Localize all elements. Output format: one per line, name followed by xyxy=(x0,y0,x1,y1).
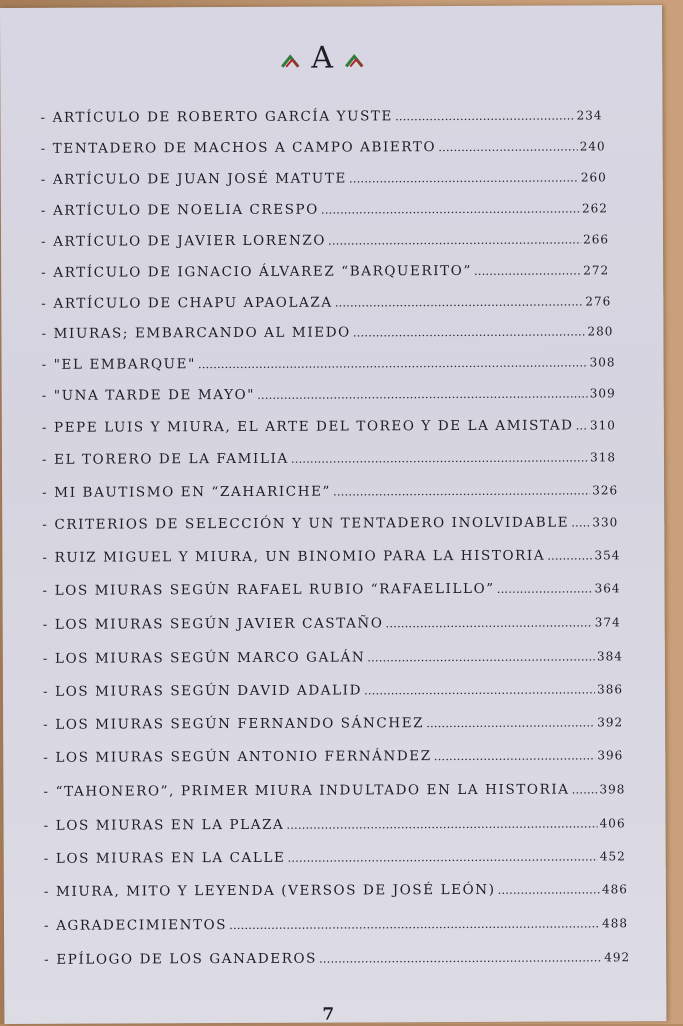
toc-entry-page: 364 xyxy=(594,581,621,596)
toc-entry-page: 396 xyxy=(597,748,624,763)
toc-dot-leader xyxy=(287,849,597,864)
toc-dash: - xyxy=(43,817,50,834)
toc-dot-leader xyxy=(572,782,598,796)
toc-entry xyxy=(41,231,609,255)
toc-dash: - xyxy=(43,883,51,900)
toc-dash: - xyxy=(43,716,50,733)
toc-dash: - xyxy=(42,582,49,599)
toc-dash: - xyxy=(40,140,47,157)
toc-entry-title: EPÍLOGO DE LOS GANADEROS xyxy=(56,950,318,968)
toc-dash: - xyxy=(40,202,48,219)
toc-entry xyxy=(42,514,618,539)
toc-entry-title: MIURAS; EMBARCANDO AL MIEDO xyxy=(53,324,351,342)
toc-entry-page: 276 xyxy=(585,294,612,309)
toc-entry-page: 310 xyxy=(589,418,616,433)
toc-dash: - xyxy=(41,356,48,373)
toc-entry xyxy=(43,648,623,673)
toc-entry xyxy=(42,449,616,474)
toc-entry xyxy=(42,385,616,410)
toc-entry-title: ARTÍCULO DE JAVIER LORENZO xyxy=(53,232,327,250)
toc-entry-page: 260 xyxy=(580,170,607,185)
toc-dash: - xyxy=(42,549,49,566)
toc-dash: - xyxy=(41,387,48,404)
toc-entry xyxy=(43,580,621,605)
toc-entry xyxy=(43,614,621,639)
toc-dash: - xyxy=(40,171,47,188)
toc-dot-leader xyxy=(286,816,597,831)
toc-entry-page: 492 xyxy=(604,950,631,965)
toc-entry-title: ARTÍCULO DE ROBERTO GARCÍA YUSTE xyxy=(52,108,393,126)
toc-entry-title: LOS MIURAS EN LA PLAZA xyxy=(55,816,285,834)
toc-dot-leader xyxy=(353,324,586,339)
toc-dot-leader xyxy=(547,548,592,562)
toc-dot-leader xyxy=(498,882,600,896)
toc-entry-title: MIURA, MITO Y LEYENDA (VERSOS DE JOSÉ LEÓN) xyxy=(55,881,496,900)
toc-entry-page: 266 xyxy=(583,232,610,247)
toc-dot-leader xyxy=(349,170,579,185)
toc-entry-title: LOS MIURAS SEGÚN JAVIER CASTAÑO xyxy=(54,615,384,633)
toc-dash: - xyxy=(43,783,50,800)
toc-dot-leader xyxy=(367,649,595,664)
toc-dash: - xyxy=(44,951,51,968)
toc-entry-title: ARTÍCULO DE IGNACIO ÁLVAREZ “BARQUERITO” xyxy=(53,262,472,281)
toc-dash: - xyxy=(42,683,50,700)
toc-entry-title: EL TORERO DE LA FAMILIA xyxy=(54,450,289,468)
toc-dash: - xyxy=(42,650,50,667)
toc-entry xyxy=(41,200,608,224)
toc-dash: - xyxy=(41,325,48,342)
toc-dot-leader xyxy=(385,615,592,630)
toc-entry xyxy=(41,169,607,193)
toc-entry xyxy=(40,107,602,131)
toc-entry-title: "UNA TARDE DE MAYO" xyxy=(53,386,256,404)
toc-dot-leader xyxy=(571,515,590,529)
toc-entry xyxy=(44,949,630,974)
toc-entry-page: 386 xyxy=(597,682,624,697)
toc-entry-page: 406 xyxy=(599,816,626,831)
toc-entry-page: 452 xyxy=(599,849,626,864)
toc-entry-page: 280 xyxy=(587,324,614,339)
toc-entry-page: 354 xyxy=(594,548,621,563)
toc-entry xyxy=(43,681,623,706)
toc-dash: - xyxy=(40,109,47,126)
toc-dash: - xyxy=(42,616,49,633)
toc-entry xyxy=(44,815,626,840)
toc-dot-leader xyxy=(335,294,584,309)
toc-dash: - xyxy=(41,295,48,312)
logo-letter: A xyxy=(311,40,334,76)
toc-entry xyxy=(44,915,628,940)
toc-dash: - xyxy=(42,484,49,501)
toc-entry xyxy=(41,138,606,162)
toc-dot-leader xyxy=(333,483,590,498)
toc-entry-title: TENTADERO DE MACHOS A CAMPO ABIERTO xyxy=(52,139,437,157)
toc-dot-leader xyxy=(291,450,588,465)
toc-dot-leader xyxy=(229,916,600,932)
toc-entry-title: "EL EMBARQUE" xyxy=(53,356,196,373)
toc-dash: - xyxy=(40,233,48,250)
toc-entry-page: 309 xyxy=(589,386,616,401)
toc-dot-leader xyxy=(198,355,588,371)
toc-entry-title: AGRADECIMIENTOS xyxy=(56,917,228,934)
toc-entry-page: 374 xyxy=(594,615,621,630)
toc-entry-page: 240 xyxy=(579,139,606,154)
toc-dash: - xyxy=(43,917,51,934)
toc-entry-page: 308 xyxy=(589,355,616,370)
toc-dot-leader xyxy=(321,201,580,216)
book-page xyxy=(0,5,666,1024)
toc-entry-page: 392 xyxy=(597,715,624,730)
toc-dash: - xyxy=(41,419,49,436)
toc-entry xyxy=(43,747,623,772)
toc-entry-title: RUIZ MIGUEL Y MIURA, UN BINOMIO PARA LA HISTORIA xyxy=(54,547,546,566)
toc-entry xyxy=(42,482,618,507)
toc-dot-leader xyxy=(576,418,588,432)
toc-entry-title: LOS MIURAS EN LA CALLE xyxy=(55,849,286,867)
toc-entry-page: 318 xyxy=(590,450,616,465)
toc-entry-title: “TAHONERO”, PRIMER MIURA INDULTADO EN LA HISTORIA xyxy=(55,781,570,800)
toc-entry-title: CRITERIOS DE SELECCIÓN Y UN TENTADERO INOLVIDABLE xyxy=(54,514,570,533)
toc-dot-leader xyxy=(319,950,602,965)
toc-dot-leader xyxy=(364,682,595,697)
toc-entry-page: 326 xyxy=(592,483,619,498)
toc-entry-title: ARTÍCULO DE JUAN JOSÉ MATUTE xyxy=(52,170,347,188)
toc-entry xyxy=(43,714,623,739)
toc-entry-page: 384 xyxy=(596,649,623,664)
page-number: 7 xyxy=(322,1004,335,1025)
toc-entry xyxy=(42,547,620,572)
toc-entry xyxy=(42,354,616,379)
toc-entry-page: 262 xyxy=(581,201,608,216)
toc-entry-page: 486 xyxy=(601,882,628,897)
table-of-contents xyxy=(0,5,666,1008)
toc-entry-title: LOS MIURAS SEGÚN FERNANDO SÁNCHEZ xyxy=(55,715,425,733)
toc-entry-title: MI BAUTISMO EN “ZAHARICHE” xyxy=(54,483,332,501)
toc-dot-leader xyxy=(328,232,581,247)
toc-dash: - xyxy=(43,749,50,766)
toc-entry xyxy=(41,293,611,317)
toc-entry xyxy=(41,262,609,286)
toc-entry xyxy=(43,781,625,806)
toc-entry-page: 272 xyxy=(583,263,610,278)
toc-entry-page: 234 xyxy=(576,108,603,123)
toc-dot-leader xyxy=(438,139,578,154)
toc-entry-title: ARTÍCULO DE NOELIA CRESPO xyxy=(53,201,319,219)
toc-dot-leader xyxy=(426,715,595,730)
toc-dot-leader xyxy=(395,108,575,123)
toc-entry xyxy=(41,323,613,347)
toc-entry-title: LOS MIURAS SEGÚN MARCO GALÁN xyxy=(54,649,366,667)
toc-entry-title: LOS MIURAS SEGÚN ANTONIO FERNÁNDEZ xyxy=(55,748,432,766)
toc-dot-leader xyxy=(497,581,593,595)
toc-entry xyxy=(42,417,616,442)
toc-entry-title: LOS MIURAS SEGÚN RAFAEL RUBIO “RAFAELILLO” xyxy=(54,580,495,599)
toc-dot-leader xyxy=(257,386,588,401)
toc-entry-title: PEPE LUIS Y MIURA, EL ARTE DEL TOREO Y DE LA AMISTAD xyxy=(53,417,574,436)
toc-dash: - xyxy=(41,264,48,281)
toc-dash: - xyxy=(43,850,50,867)
toc-dot-leader xyxy=(434,748,596,763)
toc-dot-leader xyxy=(474,263,581,277)
toc-dash: - xyxy=(41,451,49,468)
toc-entry-page: 330 xyxy=(592,515,619,530)
toc-entry-page: 488 xyxy=(602,916,629,931)
toc-entry-title: ARTÍCULO DE CHAPU APAOLAZA xyxy=(53,294,333,312)
toc-dash: - xyxy=(42,516,49,533)
toc-entry-page: 398 xyxy=(599,782,626,797)
toc-entry xyxy=(44,881,628,906)
toc-entry-title: LOS MIURAS SEGÚN DAVID ADALID xyxy=(55,682,363,700)
toc-entry xyxy=(44,848,626,873)
